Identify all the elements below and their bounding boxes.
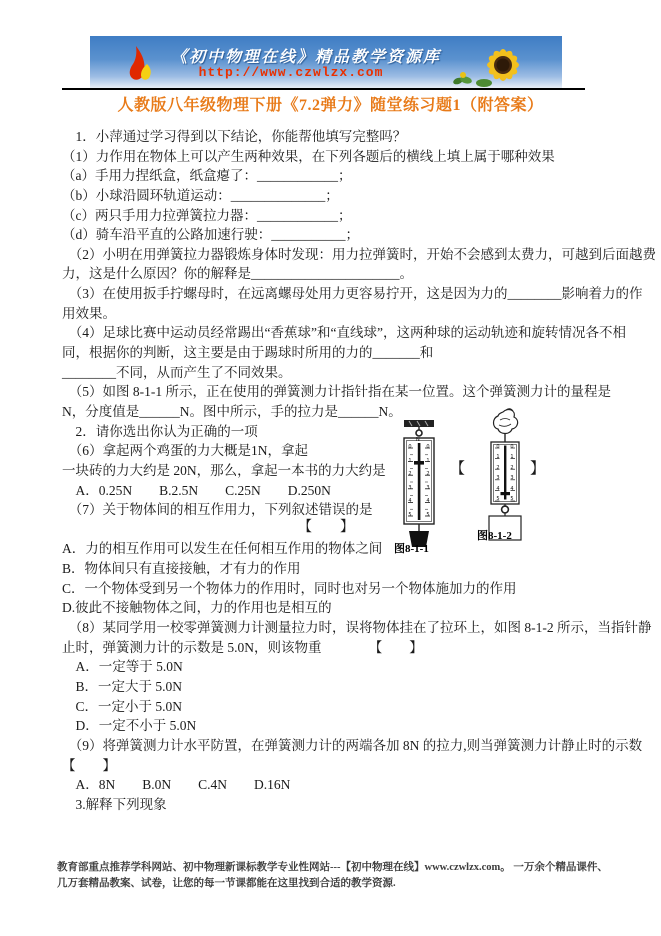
scale-number: 0 — [510, 444, 514, 450]
body-line: （2）小明在用弹簧拉力器锻炼身体时发现：用力拉弹簧时，开始不会感到太费力，可越到后面越费 — [62, 246, 656, 262]
body-line: A．力的相互作用可以发生在任何相互作用的物体之间 — [62, 541, 383, 557]
plant-icon — [452, 69, 474, 88]
figure-spring-scale-1 — [396, 418, 442, 550]
sunflower-icon — [476, 37, 534, 88]
scale-unit-label: N — [416, 437, 420, 443]
body-line: N，分度值是______N。图中所示，手的拉力是______N。 — [62, 403, 402, 419]
body-line: C．一定小于 5.0N — [62, 698, 183, 714]
body-line: 用效果。 — [62, 305, 116, 321]
header-divider — [62, 88, 585, 90]
body-line: D．一定不小于 5.0N — [62, 718, 197, 734]
body-line: （c）两只手用力拉弹簧拉力器：____________； — [62, 207, 352, 223]
body-line: B．一定大于 5.0N — [62, 678, 183, 694]
body-line: A．8N B.0N C.4N D.16N — [62, 777, 291, 793]
body-line: A．一定等于 5.0N — [62, 659, 183, 675]
scale-number: 2 — [496, 464, 500, 471]
footer-line: 教育部重点推荐学科网站、初中物理新课标教学专业性网站---【初中物理在线】www.czwlzx.com。 一万余个精品课件、 — [57, 862, 608, 873]
page-footer — [57, 860, 617, 892]
scale-number: 3 — [408, 484, 412, 491]
scale-number: 3 — [426, 484, 430, 491]
answer-bracket-q7[interactable]: 【 】 — [298, 520, 354, 535]
body-line: （a）手用力捏纸盒，纸盒瘪了：____________； — [62, 168, 352, 184]
scale-number: 1 — [496, 454, 500, 461]
scale-number: 3 — [510, 475, 514, 482]
scale-number: 5 — [496, 495, 500, 502]
scale-numbers-left — [407, 445, 413, 518]
scale-number: 4 — [510, 485, 514, 492]
scale-number: 5 — [510, 495, 514, 502]
body-line: A．0.25N B.2.5N C.25N D.250N — [62, 482, 331, 498]
body-line: 【 】 — [62, 757, 116, 773]
figure1-caption: 图8-1-1 — [394, 543, 429, 555]
page-title: 人教版八年级物理下册《7.2弹力》随堂练习题1（附答案） — [117, 97, 544, 114]
body-line: ________不同，从而产生了不同效果。 — [62, 364, 292, 380]
scale-number: 4 — [496, 485, 500, 492]
scale-number: 5 — [426, 511, 430, 518]
body-line: （7）关于物体间的相互作用力，下列叙述错误的是 — [62, 502, 373, 518]
body-line: （d）骑车沿平直的公路加速行驶：___________； — [62, 227, 359, 243]
body-line: 一块砖的力大约是 20N，那么，拿起一本书的力大约是 — [62, 462, 386, 478]
banner-site-title: 《初中物理在线》精品教学资源库 — [170, 49, 441, 66]
figure2-caption: 图8-1-2 — [477, 530, 512, 542]
scale-number: 2 — [426, 471, 430, 478]
body-line: （8）某同学用一校零弹簧测力计测量拉力时，误将物体挂在了拉环上，如图 8-1-2 所示，当指针静 — [62, 620, 652, 636]
body-line: （5）如图 8-1-1 所示，正在使用的弹簧测力计指针指在某一位置。这个弹簧测力计的量程是 — [62, 384, 611, 400]
scale-number: 1 — [408, 457, 412, 464]
body-line: （b）小球沿圆环轨道运动：______________； — [62, 187, 339, 203]
scale-numbers-right — [425, 445, 431, 518]
body-line: D.彼此不接触物体之间，力的作用也是相互的 — [62, 600, 332, 616]
figure-spring-scale-2 — [482, 408, 528, 542]
body-line: B．物体间只有直接接触，才有力的作用 — [62, 561, 301, 577]
body-line: 同，根据你的判断，这主要是由于踢球时所用的力的_______和 — [62, 345, 434, 361]
scale-number: 1 — [510, 454, 514, 461]
body-line: C．一个物体受到另一个物体力的作用时，同时也对另一个物体施加力的作用 — [62, 580, 517, 596]
site-banner — [90, 36, 562, 88]
body-line: 1．小萍通过学习得到以下结论，你能帮他填写完整吗？ — [62, 129, 407, 144]
body-line: 力，这是什么原因？你的解释是______________________。 — [62, 266, 413, 282]
body-line: 止时，弹簧测力计的示数是 5.0N，则该物重 【 】 — [62, 639, 423, 655]
body-line: 2．请你选出你认为正确的一项 — [62, 423, 258, 439]
scale-number: 5 — [408, 511, 412, 518]
body-line: （1）力作用在物体上可以产生两种效果，在下列各题后的横线上填上属于哪种效果 — [62, 148, 555, 164]
footer-line: 几万套精品教案、试卷，让您的每一节课都能在这里找到合适的教学资源. — [57, 878, 396, 889]
scale-numbers-right — [509, 445, 515, 502]
scale-number: 3 — [496, 475, 500, 482]
scale-number: 0 — [408, 444, 412, 450]
body-line: （4）足球比赛中运动员经常踢出“香蕉球”和“直线球”，这两种球的运动轨迹和旋转情况各不相 — [62, 325, 626, 341]
body-line: （9）将弹簧测力计水平防置，在弹簧测力计的两端各加 8N 的拉力,则当弹簧测力计静止时的示数 — [62, 737, 643, 753]
body-line: （3）在使用扳手拧螺母时，在远离螺母处用力更容易拧开，这是因为力的________影响着力的作 — [62, 286, 643, 302]
scale-number: 4 — [426, 498, 430, 505]
scale-number: 0 — [426, 444, 430, 450]
body-line: （6）拿起两个鸡蛋的力大概是1N，拿起 — [62, 443, 308, 459]
banner-site-url[interactable]: http://www.czwlzx.com — [198, 65, 384, 80]
scale-numbers-left — [495, 445, 501, 502]
scale-number: 0 — [496, 444, 500, 450]
answer-bracket-q6-open[interactable]: 【 — [450, 461, 466, 477]
scale-number: 4 — [408, 498, 412, 505]
scale-number: 2 — [510, 464, 514, 471]
body-line: 3.解释下列现象 — [62, 796, 167, 812]
answer-bracket-q6-close[interactable]: 】 — [530, 461, 546, 477]
scale-number: 2 — [408, 471, 412, 478]
scale-number: 1 — [426, 457, 430, 464]
